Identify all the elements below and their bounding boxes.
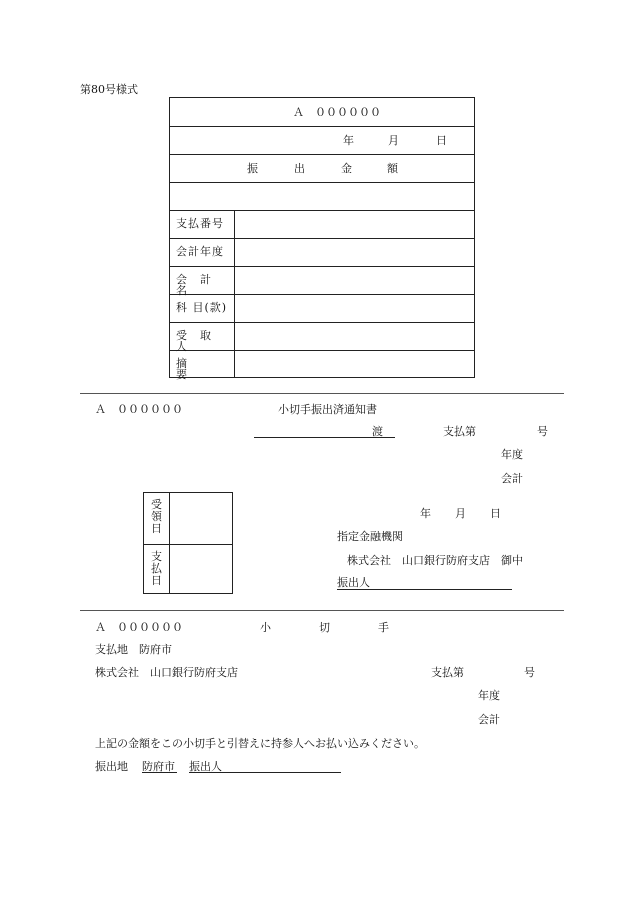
check-bank-name: 株式会社 山口銀行防府支店 bbox=[95, 666, 238, 679]
notice-date-day: 日 bbox=[490, 507, 501, 520]
check-payment-label: 支払第 bbox=[431, 666, 464, 679]
payment-statement: 上記の金額をこの小切手と引替えに持参人へお払い込みください。 bbox=[95, 737, 425, 750]
check-drawer-underline bbox=[189, 772, 341, 773]
payment-number-row bbox=[170, 210, 474, 239]
notice-title: 小切手振出済通知書 bbox=[278, 403, 377, 416]
check-title-char-2: 切 bbox=[319, 621, 330, 634]
payee-suffix: 渡 bbox=[372, 425, 383, 438]
fiscal-year-row bbox=[170, 238, 474, 267]
payee-label: 受 取 人 bbox=[176, 329, 224, 353]
summary-row bbox=[170, 350, 474, 381]
amount-header-char-3: 金 bbox=[341, 162, 352, 175]
check-title-char-3: 手 bbox=[378, 621, 389, 634]
notice-date-year: 年 bbox=[420, 507, 431, 520]
amount-value-row bbox=[170, 182, 474, 211]
notice-bank-name: 株式会社 山口銀行防府支店 御中 bbox=[347, 554, 523, 567]
check-payment-suffix: 号 bbox=[524, 666, 535, 679]
payment-date-cell bbox=[144, 545, 232, 593]
check-title-char-1: 小 bbox=[260, 621, 271, 634]
issue-place: 防府市 bbox=[142, 760, 175, 773]
check-fiscal-year: 年度 bbox=[478, 689, 500, 702]
fiscal-year-label: 会計年度 bbox=[176, 245, 224, 258]
account-name-label: 会 計 名 bbox=[176, 273, 224, 297]
notice-payment-suffix: 号 bbox=[537, 425, 548, 438]
amount-header-char-1: 振 bbox=[247, 162, 258, 175]
check-drawer-label: 振出人 bbox=[189, 760, 222, 773]
notice-account: 会計 bbox=[501, 472, 523, 485]
payee-row bbox=[170, 322, 474, 351]
pay-place: 支払地 防府市 bbox=[95, 643, 172, 656]
separator-line-2 bbox=[80, 610, 564, 611]
check-serial: Ａ ００００００ bbox=[95, 621, 183, 634]
notice-payment-label: 支払第 bbox=[443, 425, 476, 438]
subject-row bbox=[170, 294, 474, 323]
serial-number: Ａ ００００００ bbox=[293, 106, 381, 119]
notice-drawer-label: 振出人 bbox=[337, 576, 370, 589]
account-name-row bbox=[170, 266, 474, 295]
payment-form-table bbox=[169, 97, 475, 381]
payment-number-label: 支払番号 bbox=[176, 217, 224, 230]
amount-header-char-4: 額 bbox=[387, 162, 398, 175]
stamp-box bbox=[143, 492, 233, 594]
notice-drawer-underline bbox=[337, 589, 512, 590]
date-day: 日 bbox=[436, 134, 447, 147]
serial-row bbox=[170, 98, 474, 127]
form-number: 第80号様式 bbox=[80, 83, 138, 96]
issue-place-label: 振出地 bbox=[95, 760, 128, 773]
date-month: 月 bbox=[388, 134, 399, 147]
designated-bank-label: 指定金融機関 bbox=[337, 530, 403, 543]
amount-header-row bbox=[170, 154, 474, 183]
notice-fiscal-year: 年度 bbox=[501, 448, 523, 461]
receipt-date-label: 受領日 bbox=[151, 498, 162, 535]
notice-serial: Ａ ００００００ bbox=[95, 403, 183, 416]
notice-date-month: 月 bbox=[455, 507, 466, 520]
date-year: 年 bbox=[343, 134, 354, 147]
payment-date-label: 支払日 bbox=[151, 550, 162, 587]
subject-label: 科 目(款) bbox=[176, 301, 228, 314]
check-account: 会計 bbox=[478, 713, 500, 726]
issue-place-underline bbox=[142, 772, 177, 773]
summary-label: 摘 要 bbox=[176, 357, 224, 381]
date-row bbox=[170, 126, 474, 155]
separator-line-1 bbox=[80, 393, 564, 394]
receipt-date-cell bbox=[144, 493, 232, 545]
amount-header-char-2: 出 bbox=[294, 162, 305, 175]
